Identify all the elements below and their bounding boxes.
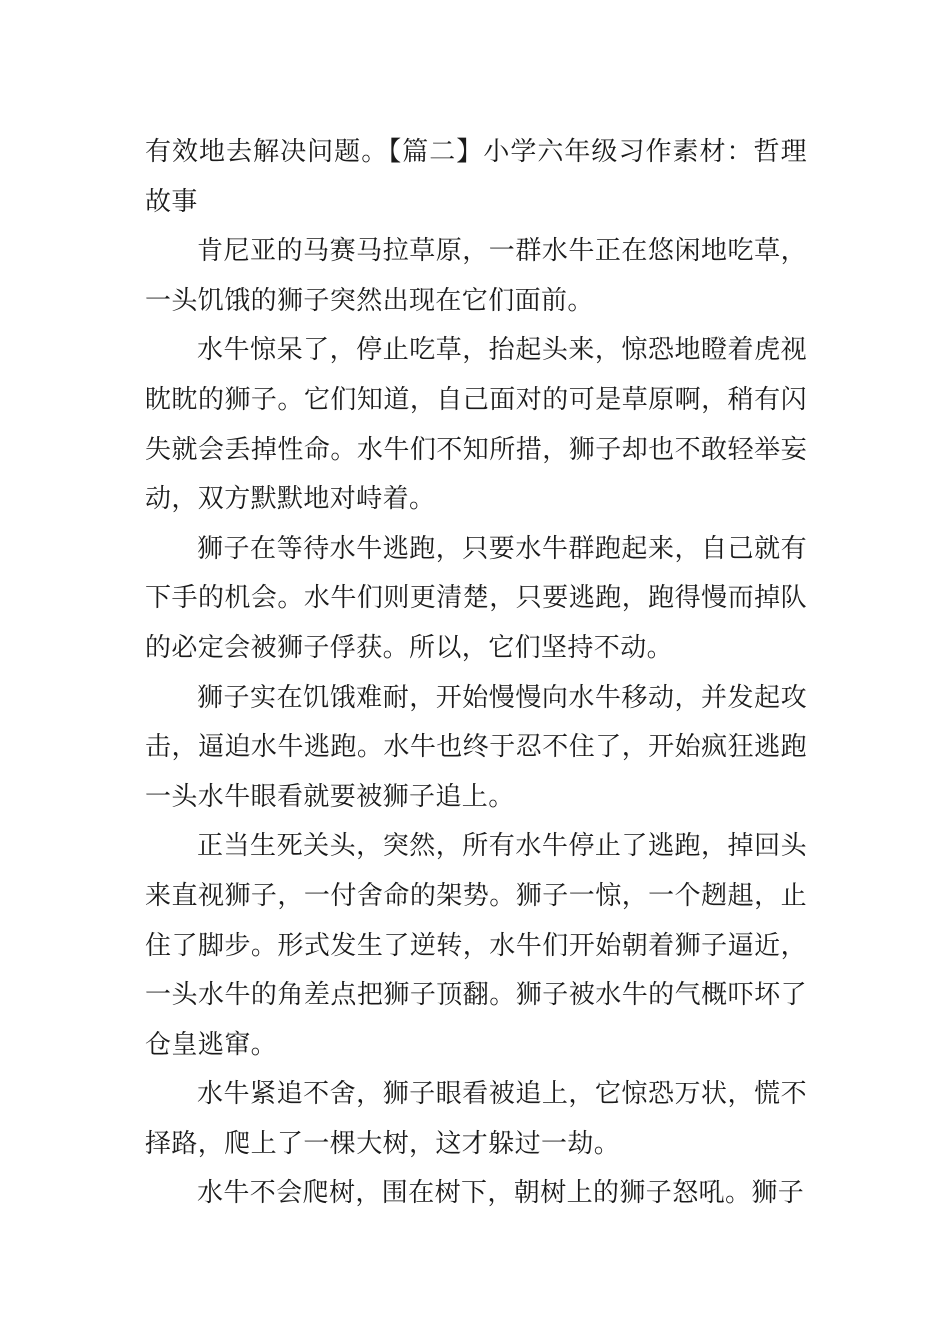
document-body bbox=[145, 128, 807, 1219]
paragraph-3: 水牛惊呆了，停止吃草，抬起头来，惊恐地瞪着虎视眈眈的狮子。它们知道，自己面对的可是草原啊，稍有闪失就会丢掉性命。水牛们不知所措，狮子却也不敢轻举妄动，双方默默地对峙着。 bbox=[145, 335, 807, 515]
paragraph-2: 肯尼亚的马赛马拉草原，一群水牛正在悠闲地吃草，一头饥饿的狮子突然出现在它们面前。 bbox=[145, 236, 807, 316]
paragraph-8: 水牛不会爬树，围在树下，朝树上的狮子怒吼。狮子 bbox=[197, 1178, 805, 1209]
paragraph-1: 有效地去解决问题。【篇二】小学六年级习作素材：哲理故事 bbox=[145, 137, 807, 217]
paragraph-7: 水牛紧追不舍，狮子眼看被追上，它惊恐万状，慌不择路，爬上了一棵大树，这才躲过一劫。 bbox=[145, 1079, 807, 1159]
paragraph-6: 正当生死关头，突然，所有水牛停止了逃跑，掉回头来直视狮子，一付舍命的架势。狮子一惊，一个趔趄，止住了脚步。形式发生了逆转，水牛们开始朝着狮子逼近，一头水牛的角差点把狮子顶翻。狮子被水牛的气概吓坏了仓皇逃窜。 bbox=[145, 831, 807, 1060]
paragraph-4: 狮子在等待水牛逃跑，只要水牛群跑起来，自己就有下手的机会。水牛们则更清楚，只要逃跑，跑得慢而掉队的必定会被狮子俘获。所以，它们坚持不动。 bbox=[145, 533, 807, 663]
paragraph-5: 狮子实在饥饿难耐，开始慢慢向水牛移动，并发起攻击，逼迫水牛逃跑。水牛也终于忍不住了，开始疯狂逃跑一头水牛眼看就要被狮子追上。 bbox=[145, 682, 807, 812]
